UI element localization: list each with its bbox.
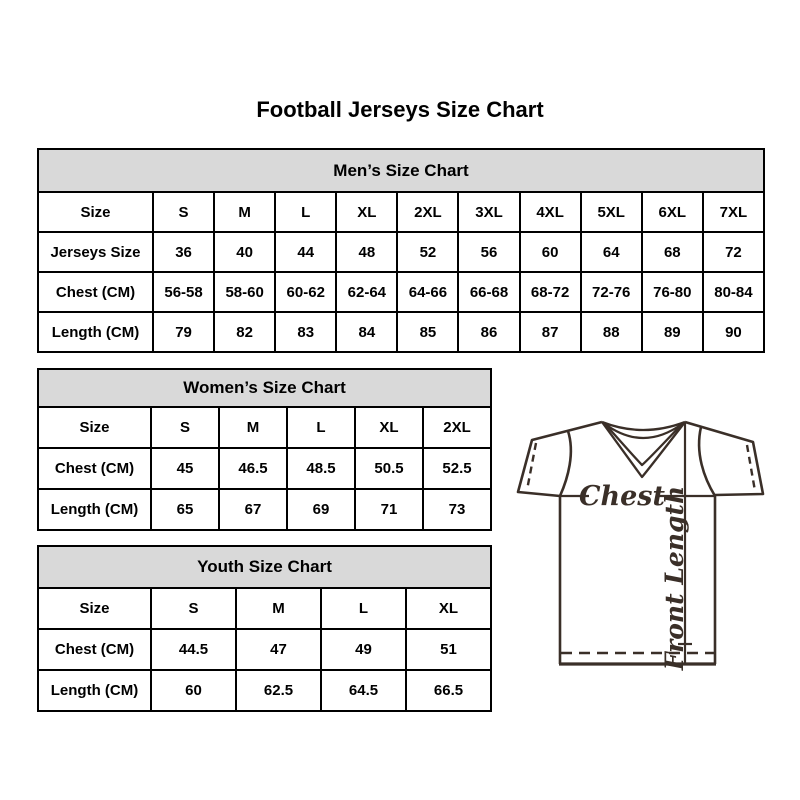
mens-value-cell: XL <box>336 192 397 232</box>
mens-value-cell: 68-72 <box>520 272 581 312</box>
youth-value-cell: 47 <box>236 629 321 670</box>
youth-value-cell: 62.5 <box>236 670 321 711</box>
youth-value-cell: 64.5 <box>321 670 406 711</box>
mens-value-cell: 66-68 <box>458 272 519 312</box>
mens-value-cell: 60-62 <box>275 272 336 312</box>
youth-table-title: Youth Size Chart <box>38 546 491 588</box>
mens-value-cell: 79 <box>153 312 214 352</box>
mens-value-cell: 76-80 <box>642 272 703 312</box>
womens-value-cell: XL <box>355 407 423 448</box>
mens-value-cell: 44 <box>275 232 336 272</box>
mens-value-cell: 83 <box>275 312 336 352</box>
mens-value-cell: 85 <box>397 312 458 352</box>
jersey-outline-icon <box>518 422 763 664</box>
youth-row-label-cell: Length (CM) <box>38 670 151 711</box>
youth-row-label-cell: Chest (CM) <box>38 629 151 670</box>
mens-row-0 <box>38 192 764 232</box>
mens-value-cell: 40 <box>214 232 275 272</box>
womens-value-cell: 71 <box>355 489 423 530</box>
womens-row-label-cell: Chest (CM) <box>38 448 151 489</box>
womens-table-title: Women’s Size Chart <box>38 369 491 407</box>
mens-size-table <box>37 148 765 353</box>
youth-value-cell: 51 <box>406 629 491 670</box>
youth-size-table <box>37 545 492 712</box>
womens-row-label-cell: Size <box>38 407 151 448</box>
womens-value-cell: 73 <box>423 489 491 530</box>
mens-row-label-cell: Jerseys Size <box>38 232 153 272</box>
mens-value-cell: M <box>214 192 275 232</box>
womens-row-label-cell: Length (CM) <box>38 489 151 530</box>
womens-row-0 <box>38 407 491 448</box>
youth-value-cell: 60 <box>151 670 236 711</box>
jersey-measurement-diagram <box>505 398 775 673</box>
mens-value-cell: 3XL <box>458 192 519 232</box>
mens-value-cell: 82 <box>214 312 275 352</box>
womens-value-cell: 52.5 <box>423 448 491 489</box>
mens-value-cell: 58-60 <box>214 272 275 312</box>
mens-row-2 <box>38 272 764 312</box>
womens-value-cell: 2XL <box>423 407 491 448</box>
mens-value-cell: L <box>275 192 336 232</box>
mens-value-cell: 36 <box>153 232 214 272</box>
mens-value-cell: 60 <box>520 232 581 272</box>
youth-row-label-cell: Size <box>38 588 151 629</box>
mens-value-cell: 7XL <box>703 192 764 232</box>
vneck-collar-icon <box>602 422 685 477</box>
mens-value-cell: 90 <box>703 312 764 352</box>
mens-value-cell: 56-58 <box>153 272 214 312</box>
womens-value-cell: 45 <box>151 448 219 489</box>
chest-label: Chest <box>579 481 665 512</box>
womens-value-cell: M <box>219 407 287 448</box>
youth-value-cell: L <box>321 588 406 629</box>
womens-value-cell: 69 <box>287 489 355 530</box>
mens-row-3 <box>38 312 764 352</box>
youth-row-2 <box>38 670 491 711</box>
mens-value-cell: 87 <box>520 312 581 352</box>
youth-row-1 <box>38 629 491 670</box>
mens-row-label-cell: Chest (CM) <box>38 272 153 312</box>
mens-value-cell: 5XL <box>581 192 642 232</box>
mens-value-cell: 64-66 <box>397 272 458 312</box>
mens-value-cell: 64 <box>581 232 642 272</box>
womens-value-cell: 48.5 <box>287 448 355 489</box>
mens-value-cell: 89 <box>642 312 703 352</box>
womens-value-cell: 46.5 <box>219 448 287 489</box>
mens-value-cell: 68 <box>642 232 703 272</box>
mens-value-cell: 86 <box>458 312 519 352</box>
mens-value-cell: 2XL <box>397 192 458 232</box>
youth-value-cell: S <box>151 588 236 629</box>
youth-value-cell: M <box>236 588 321 629</box>
womens-size-table <box>37 368 492 531</box>
mens-value-cell: 52 <box>397 232 458 272</box>
mens-row-1 <box>38 232 764 272</box>
youth-value-cell: XL <box>406 588 491 629</box>
womens-value-cell: S <box>151 407 219 448</box>
youth-value-cell: 66.5 <box>406 670 491 711</box>
womens-value-cell: 65 <box>151 489 219 530</box>
youth-row-0 <box>38 588 491 629</box>
mens-value-cell: 80-84 <box>703 272 764 312</box>
front-length-label: Front Length <box>660 485 689 671</box>
mens-value-cell: S <box>153 192 214 232</box>
mens-table-title: Men’s Size Chart <box>38 149 764 192</box>
mens-value-cell: 72 <box>703 232 764 272</box>
mens-value-cell: 84 <box>336 312 397 352</box>
mens-row-label-cell: Size <box>38 192 153 232</box>
mens-value-cell: 6XL <box>642 192 703 232</box>
mens-row-label-cell: Length (CM) <box>38 312 153 352</box>
mens-value-cell: 4XL <box>520 192 581 232</box>
womens-value-cell: 50.5 <box>355 448 423 489</box>
youth-value-cell: 49 <box>321 629 406 670</box>
mens-value-cell: 72-76 <box>581 272 642 312</box>
womens-row-1 <box>38 448 491 489</box>
page-title: Football Jerseys Size Chart <box>256 97 544 122</box>
womens-value-cell: L <box>287 407 355 448</box>
mens-value-cell: 62-64 <box>336 272 397 312</box>
youth-value-cell: 44.5 <box>151 629 236 670</box>
mens-value-cell: 48 <box>336 232 397 272</box>
mens-value-cell: 88 <box>581 312 642 352</box>
mens-value-cell: 56 <box>458 232 519 272</box>
womens-row-2 <box>38 489 491 530</box>
womens-value-cell: 67 <box>219 489 287 530</box>
